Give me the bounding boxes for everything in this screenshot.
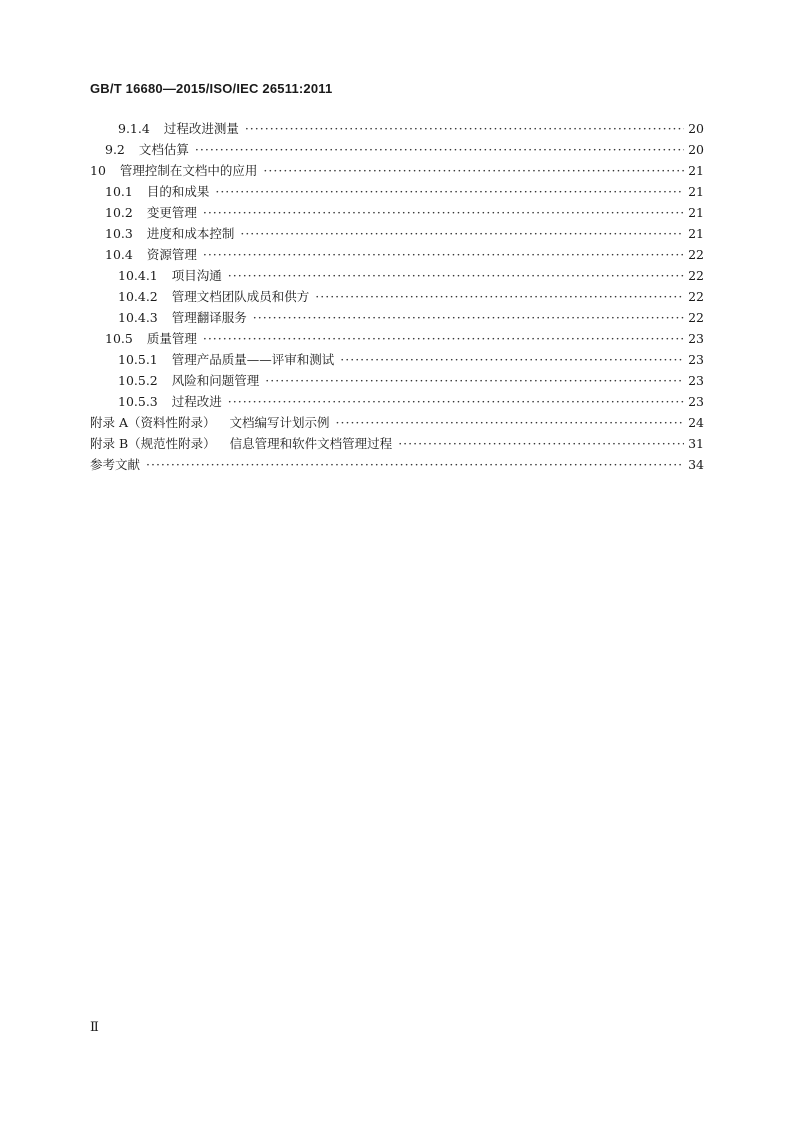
toc-entry-title: 管理文档团队成员和供方 (171, 289, 310, 304)
toc-entry[interactable] (90, 160, 704, 181)
toc-entry-title: 过程改进测量 (163, 121, 239, 136)
toc-dot-leader (315, 286, 684, 307)
toc-entry[interactable] (90, 118, 704, 139)
toc-entry[interactable] (90, 412, 704, 433)
toc-entry-number: 10.5.2 (118, 373, 158, 388)
toc-entry-number: 10.4.3 (118, 310, 158, 325)
toc-entry-page: 22 (688, 247, 704, 262)
toc-dot-leader (215, 181, 684, 202)
toc-entry-title: 项目沟通 (171, 268, 222, 283)
toc-entry-number: 10.4.2 (118, 289, 158, 304)
toc-entry[interactable] (90, 286, 704, 307)
toc-dot-leader (203, 202, 684, 223)
table-of-contents (90, 118, 704, 475)
toc-entry[interactable] (90, 328, 704, 349)
toc-dot-leader (245, 118, 684, 139)
toc-entry-title: 管理控制在文档中的应用 (119, 163, 258, 178)
toc-entry-number: 10.4.1 (118, 268, 158, 283)
toc-dot-leader (228, 265, 684, 286)
toc-dot-leader (340, 349, 684, 370)
toc-entry-page: 21 (688, 184, 704, 199)
toc-entry-title: 参考文献 (90, 457, 141, 472)
toc-entry-title: 文档估算 (138, 142, 189, 157)
toc-entry-page: 34 (688, 457, 704, 472)
toc-entry-number: 10.5.1 (118, 352, 158, 367)
toc-entry-title: 变更管理 (146, 205, 197, 220)
toc-dot-leader (203, 244, 684, 265)
document-header: GB/T 16680—2015/ISO/IEC 26511:2011 (90, 81, 333, 96)
toc-entry-page: 21 (688, 163, 704, 178)
toc-entry-title: 目的和成果 (146, 184, 210, 199)
toc-entry-title: 过程改进 (171, 394, 222, 409)
toc-entry-page: 20 (688, 121, 704, 136)
toc-entry-page: 23 (688, 331, 704, 346)
toc-entry[interactable] (90, 370, 704, 391)
toc-entry-page: 22 (688, 268, 704, 283)
toc-entry-title: 管理翻译服务 (171, 310, 247, 325)
toc-entry[interactable] (90, 391, 704, 412)
page-number: Ⅱ (90, 1020, 99, 1035)
toc-entry-page: 24 (688, 415, 704, 430)
toc-entry[interactable] (90, 223, 704, 244)
toc-entry-page: 31 (688, 436, 704, 451)
toc-entry[interactable] (90, 244, 704, 265)
toc-dot-leader (240, 223, 684, 244)
toc-entry-page: 20 (688, 142, 704, 157)
toc-dot-leader (265, 370, 684, 391)
toc-entry-page: 23 (688, 394, 704, 409)
toc-entry[interactable] (90, 139, 704, 160)
toc-dot-leader (253, 307, 684, 328)
toc-entry-number: 10.2 (105, 205, 133, 220)
toc-entry-number: 10.5.3 (118, 394, 158, 409)
toc-entry-number: 9.2 (105, 142, 125, 157)
toc-entry[interactable] (90, 349, 704, 370)
toc-dot-leader (228, 391, 684, 412)
toc-entry-number: 10 (90, 163, 106, 178)
toc-entry-page: 21 (688, 226, 704, 241)
toc-dot-leader (203, 328, 684, 349)
toc-entry-title: 进度和成本控制 (146, 226, 235, 241)
toc-dot-leader (146, 454, 684, 475)
toc-entry[interactable] (90, 454, 704, 475)
toc-entry-title: 资源管理 (146, 247, 197, 262)
toc-entry[interactable] (90, 433, 704, 454)
toc-entry-number: 10.4 (105, 247, 133, 262)
toc-entry[interactable] (90, 307, 704, 328)
toc-entry-page: 23 (688, 352, 704, 367)
toc-entry-page: 21 (688, 205, 704, 220)
toc-entry-title: 文档编写计划示例 (229, 415, 330, 430)
toc-entry-number: 10.5 (105, 331, 133, 346)
toc-entry-page: 23 (688, 373, 704, 388)
toc-entry-title: 质量管理 (146, 331, 197, 346)
toc-entry-page: 22 (688, 310, 704, 325)
toc-dot-leader (263, 160, 684, 181)
toc-entry[interactable] (90, 265, 704, 286)
toc-entry[interactable] (90, 181, 704, 202)
toc-entry-title: 管理产品质量——评审和测试 (171, 352, 335, 367)
toc-entry-number: 10.1 (105, 184, 133, 199)
toc-entry-number: 附录 A（资料性附录） (90, 415, 216, 430)
toc-dot-leader (336, 412, 684, 433)
toc-dot-leader (398, 433, 684, 454)
toc-entry-title: 风险和问题管理 (171, 373, 260, 388)
toc-entry-number: 10.3 (105, 226, 133, 241)
toc-entry-number: 9.1.4 (118, 121, 150, 136)
toc-entry[interactable] (90, 202, 704, 223)
toc-entry-title: 信息管理和软件文档管理过程 (229, 436, 393, 451)
toc-dot-leader (195, 139, 684, 160)
toc-entry-page: 22 (688, 289, 704, 304)
toc-entry-number: 附录 B（规范性附录） (90, 436, 216, 451)
